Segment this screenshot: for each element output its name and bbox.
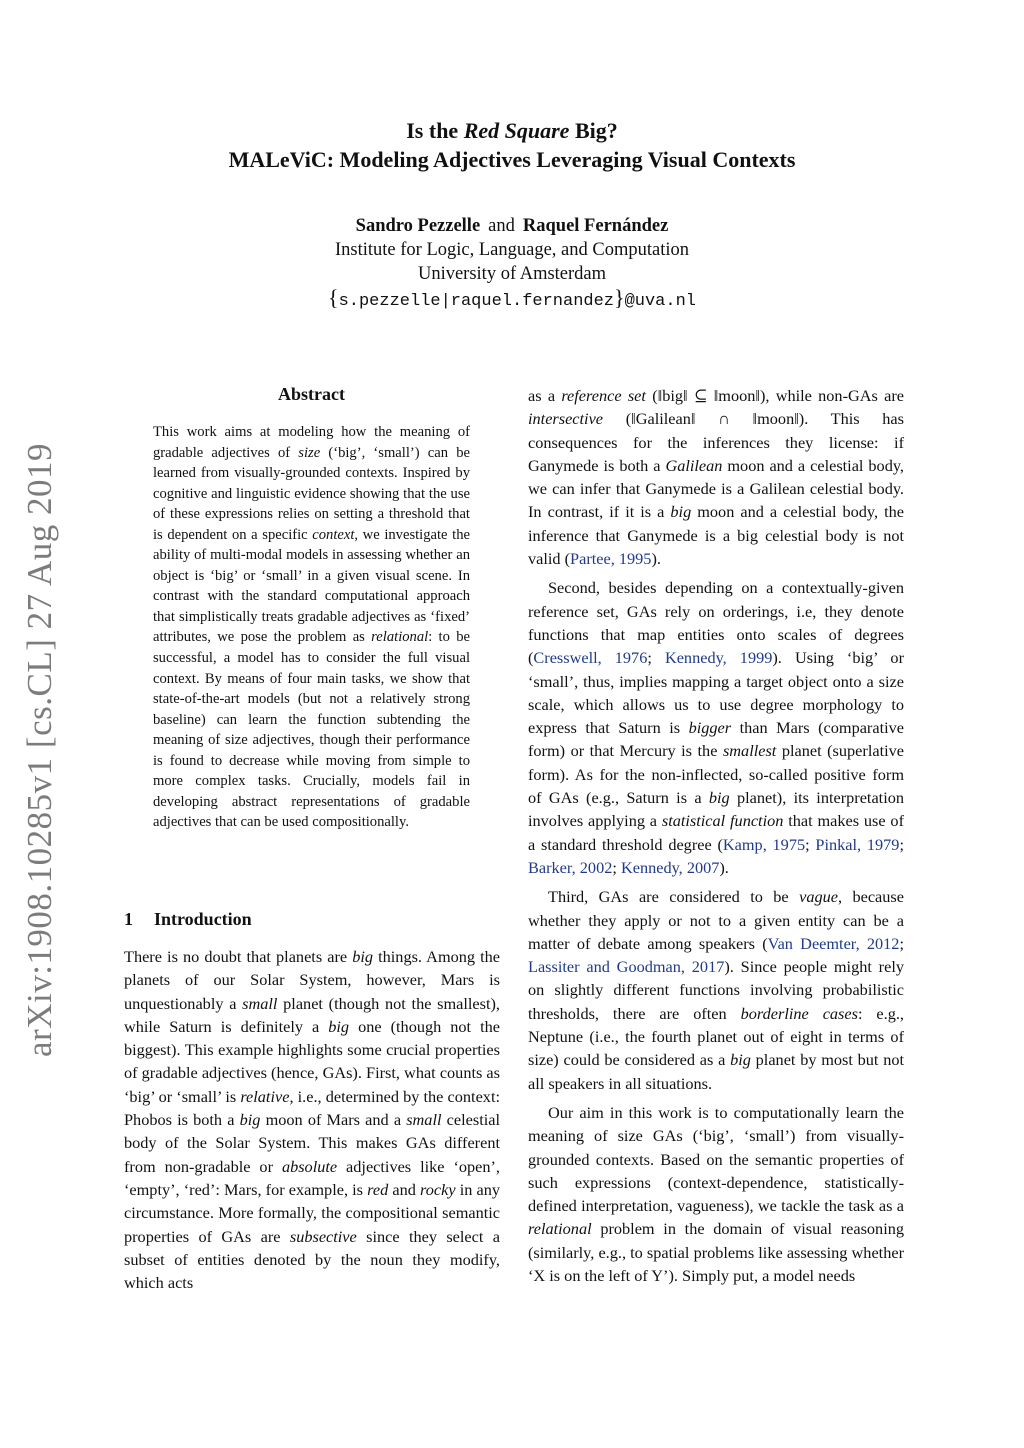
author-email: {s.pezzelle|raquel.fernandez}@uva.nl [328,285,696,311]
citation-link[interactable]: Kennedy, 1999 [664,648,773,668]
abstract-body: This work aims at modeling how the meaning of gradable adjectives of size (‘big’, ‘small’) can be learned from visually-grounded contexts. Inspired by cognitive and linguistic evidence showing that the use of these expressions relies on setting a threshold that is dependent on a specific context, we investigate the ability of multi-modal models in assessing whether an object is ‘big’ or ‘small’ in a given visual scene. In contrast with the standard computational approach that simplistically treats gradable adjectives as ‘fixed’ attributes, we pose the problem as relational: to be successful, a model has to consider the full visual context. By means of four main tasks, we show that state-of-the-art models (but not a relatively strong baseline) can learn the function subtending the meaning of size adjectives, though their performance is found to decrease while moving from simple to more complex tasks. Crucially, models fail in developing abstract representations of gradable adjectives that can be used compositionally. [153,424,470,831]
right-paragraph-2: Second, besides depending on a contextually-given reference set, GAs rely on orderings, i.e, they denote functions that map entities onto scales of degrees (Cresswell, 1976; Kennedy, 1999). Using ‘big’ or ‘small’, thus, implies mapping a target object onto a size scale, which allows us to use degree morphology to express that Saturn is bigger than Mars (comparative form) or that Mercury is the smallest planet (superlative form). As for the non-inflected, so-called positive form of GAs (e.g., Saturn is a big planet), its interpretation involves applying a statistical function that makes use of a standard threshold degree (Kamp, 1975; Pinkal, 1979; Barker, 2002; Kennedy, 2007). [528,578,904,877]
arxiv-side-stamp [10,440,70,1060]
paper-title [0,116,1024,174]
citation-link[interactable]: Cresswell, 1976 [533,648,648,668]
citation-link[interactable]: Kennedy, 2007 [620,857,720,877]
intro-paragraph-1: There is no doubt that planets are big things. Among the planets of our Solar System, however, Mars is unquestionably a small planet (though not the smallest), while Saturn is definitely a big one (though not the biggest). This example highlights some crucial properties of gradable adjectives (hence, GAs). First, what counts as ‘big’ or ‘small’ is relative, i.e., determined by the context: Phobos is both a big moon of Mars and a small celestial body of the Solar System. This makes GAs different from non-gradable or absolute adjectives like ‘open’, ‘empty’, ‘red’: Mars, for example, is red and rocky in any circumstance. More formally, the compositional semantic properties of GAs are subsective since they select a subset of entities denoted by the noun they modify, which acts [124,947,501,1293]
author-1: Sandro Pezzelle [355,216,481,236]
author-names [0,214,1024,238]
right-paragraph-1: as a reference set (‖big‖ ⊆ ‖moon‖), while non-GAs are intersective (‖Galilean‖ ∩ ‖moon‖). This has consequences for the inferences they license: if Ganymede is both a Galilean moon and a celestial body, we can infer that Ganymede is a Galilean celestial body. In contrast, if it is a big moon and a celestial body, the inference that Ganymede is a big celestial body is not valid (Partee, 1995). [528,386,904,569]
affiliation-1: Institute for Logic, Language, and Computation [335,240,689,260]
citation-link[interactable]: Lassiter and Goodman, 2017 [528,957,725,977]
affiliation-2: University of Amsterdam [417,264,607,284]
citation-link[interactable]: Pinkal, 1979 [815,834,900,854]
title-italic: Red Square [463,118,570,143]
right-paragraph-3: Third, GAs are considered to be vague, because whether they apply or not to a given entity can be a matter of debate among speakers (Van Deemter, 2012; Lassiter and Goodman, 2017). Since people might rely on slightly different functions involving probabilistic thresholds, there are often borderline cases: e.g., Neptune (i.e., the fourth planet out of eight in terms of size) could be considered as a big planet by most but not all speakers in all situations. [528,887,905,1093]
citation-link[interactable]: Barker, 2002 [528,857,613,877]
title-line-1: Is the Red Square Big? [406,118,618,143]
section-number: 1 [124,909,133,929]
citation-link[interactable]: Van Deemter, 2012 [767,933,900,953]
right-column-text [528,384,904,1287]
right-paragraph-4: Our aim in this work is to computationally learn the meaning of size GAs (‘big’, ‘small’) from visually-grounded contexts. Based on the semantic properties of such expressions (context-dependence, statistically-defined interpretation, vagueness), we tackle the task as a relational problem in the domain of visual reasoning (similarly, e.g., to spatial problems like assessing whether ‘X is on the left of Y’). Simply put, a model needs [528,1102,904,1285]
left-column-text [124,945,500,1294]
author-and: and [488,216,515,236]
author-2: Raquel Fernández [522,216,669,236]
citation-link[interactable]: Kamp, 1975 [722,834,806,854]
title-line-2: MALeViC: Modeling Adjectives Leveraging Visual Contexts [228,147,796,172]
arxiv-identifier: arXiv:1908.10285v1 [cs.CL] 27 Aug 2019 [20,443,59,1057]
section-title: Introduction [154,909,252,929]
abstract-heading: Abstract [278,384,345,404]
author-block [0,214,1024,314]
section-heading-introduction [124,909,252,930]
citation-link[interactable]: Partee, 1995 [570,549,652,569]
